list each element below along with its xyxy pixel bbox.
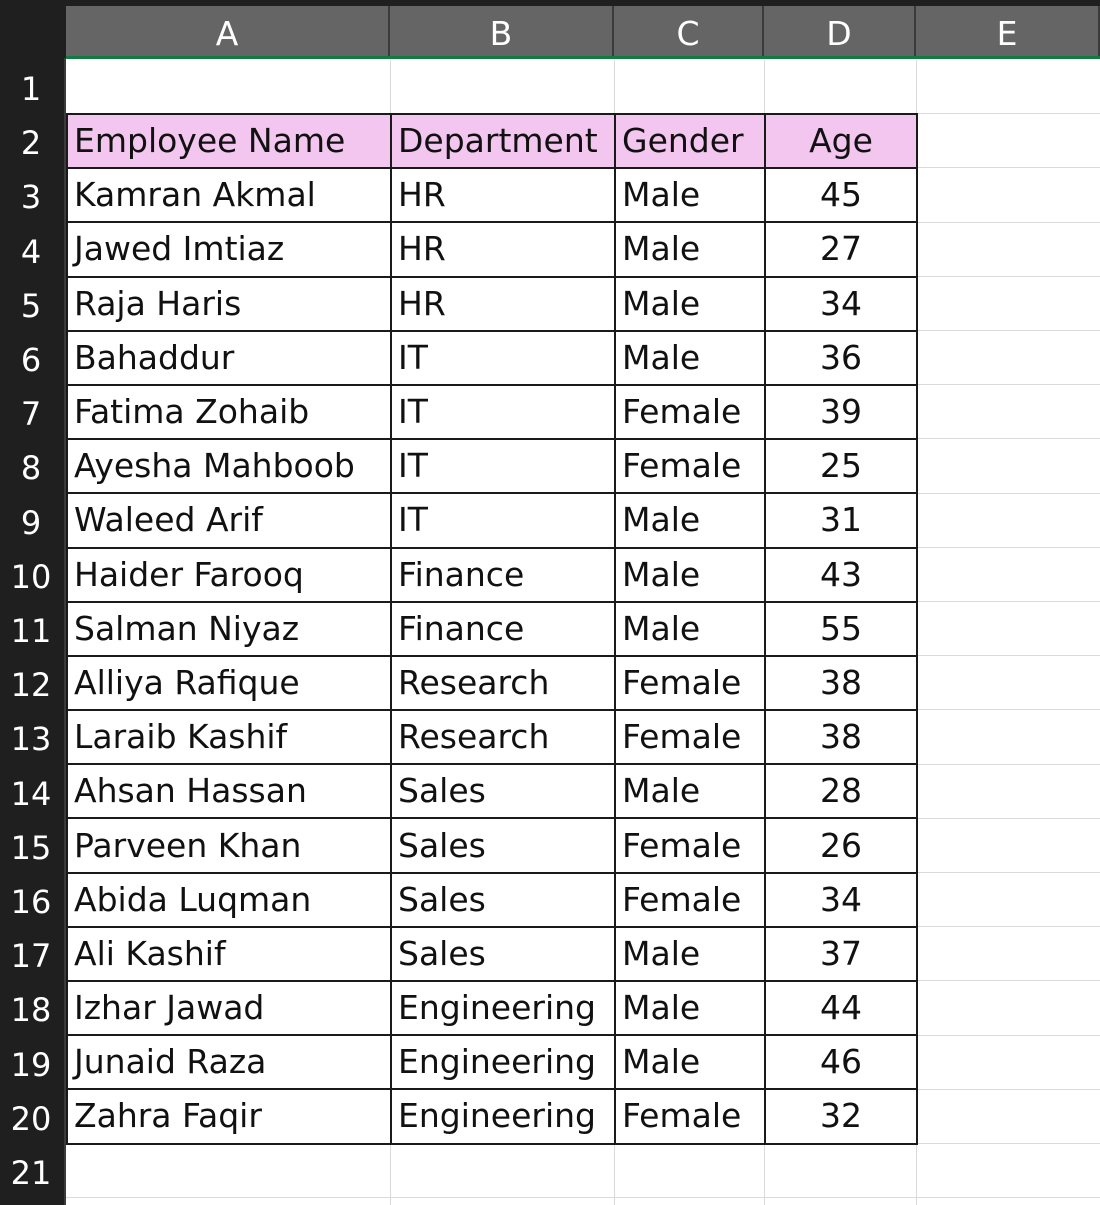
cell-age[interactable]: 34 bbox=[765, 873, 917, 927]
cell-gender[interactable]: Female bbox=[615, 873, 765, 927]
cell-department[interactable]: Research bbox=[391, 710, 615, 764]
column-header-e[interactable]: E bbox=[916, 6, 1100, 58]
row-header-18[interactable]: 18 bbox=[10, 991, 52, 1030]
cell-employee-name[interactable]: Zahra Faqir bbox=[67, 1089, 391, 1143]
row-header-17[interactable]: 17 bbox=[10, 937, 52, 976]
column-header-c[interactable]: C bbox=[614, 6, 764, 58]
cell-department[interactable]: Sales bbox=[391, 873, 615, 927]
cell-employee-name[interactable]: Junaid Raza bbox=[67, 1035, 391, 1089]
column-header-underline bbox=[66, 56, 1100, 59]
row-header-15[interactable]: 15 bbox=[10, 828, 52, 867]
cell-gender[interactable]: Female bbox=[615, 656, 765, 710]
cell-gender[interactable]: Male bbox=[615, 331, 765, 385]
cell-age[interactable]: 43 bbox=[765, 548, 917, 602]
header-department[interactable]: Department bbox=[391, 114, 615, 168]
employee-table bbox=[66, 113, 918, 1145]
cell-department[interactable]: HR bbox=[391, 168, 615, 222]
cell-department[interactable]: Sales bbox=[391, 927, 615, 981]
cell-employee-name[interactable]: Bahaddur bbox=[67, 331, 391, 385]
cell-department[interactable]: Sales bbox=[391, 764, 615, 818]
cell-department[interactable]: Engineering bbox=[391, 1035, 615, 1089]
cell-employee-name[interactable]: Abida Luqman bbox=[67, 873, 391, 927]
table-row bbox=[67, 873, 917, 927]
table-row bbox=[67, 927, 917, 981]
cell-department[interactable]: IT bbox=[391, 439, 615, 493]
cell-employee-name[interactable]: Waleed Arif bbox=[67, 493, 391, 547]
cell-age[interactable]: 46 bbox=[765, 1035, 917, 1089]
header-age[interactable]: Age bbox=[765, 114, 917, 168]
row-header-21[interactable]: 21 bbox=[10, 1154, 52, 1192]
cell-gender[interactable]: Female bbox=[615, 710, 765, 764]
cell-age[interactable]: 39 bbox=[765, 385, 917, 439]
table-body bbox=[67, 168, 917, 1143]
cell-gender[interactable]: Female bbox=[615, 385, 765, 439]
cell-department[interactable]: HR bbox=[391, 277, 615, 331]
cell-age[interactable]: 34 bbox=[765, 277, 917, 331]
cell-age[interactable]: 25 bbox=[765, 439, 917, 493]
cell-gender[interactable]: Male bbox=[615, 222, 765, 276]
cell-gender[interactable]: Male bbox=[615, 168, 765, 222]
cell-department[interactable]: Finance bbox=[391, 548, 615, 602]
cell-age[interactable]: 44 bbox=[765, 981, 917, 1035]
cell-gender[interactable]: Male bbox=[615, 548, 765, 602]
row-header-10[interactable]: 10 bbox=[10, 557, 52, 596]
cell-employee-name[interactable]: Kamran Akmal bbox=[67, 168, 391, 222]
table-header-row bbox=[67, 114, 917, 168]
column-headers bbox=[0, 0, 1100, 58]
row-header-20[interactable]: 20 bbox=[10, 1099, 52, 1138]
cell-age[interactable]: 27 bbox=[765, 222, 917, 276]
cell-employee-name[interactable]: Jawed Imtiaz bbox=[67, 222, 391, 276]
row-header-14[interactable]: 14 bbox=[10, 774, 52, 813]
table-row bbox=[67, 385, 917, 439]
cell-employee-name[interactable]: Izhar Jawad bbox=[67, 981, 391, 1035]
table-row bbox=[67, 493, 917, 547]
row-headers bbox=[0, 58, 64, 1205]
row-header-1[interactable]: 1 bbox=[20, 70, 42, 108]
cell-department[interactable]: Research bbox=[391, 656, 615, 710]
row-header-6[interactable]: 6 bbox=[20, 341, 42, 379]
cell-department[interactable]: Engineering bbox=[391, 1089, 615, 1143]
cell-department[interactable]: Engineering bbox=[391, 981, 615, 1035]
cell-gender[interactable]: Female bbox=[615, 818, 765, 872]
cell-age[interactable]: 28 bbox=[765, 764, 917, 818]
gridline-horizontal bbox=[66, 1197, 1100, 1198]
cell-employee-name[interactable]: Laraib Kashif bbox=[67, 710, 391, 764]
cell-department[interactable]: IT bbox=[391, 331, 615, 385]
cell-employee-name[interactable]: Parveen Khan bbox=[67, 818, 391, 872]
cell-department[interactable]: Finance bbox=[391, 602, 615, 656]
table-row bbox=[67, 277, 917, 331]
cell-employee-name[interactable]: Haider Farooq bbox=[67, 548, 391, 602]
cell-age[interactable]: 38 bbox=[765, 656, 917, 710]
cell-employee-name[interactable]: Salman Niyaz bbox=[67, 602, 391, 656]
row-header-16[interactable]: 16 bbox=[10, 883, 52, 921]
cell-gender[interactable]: Male bbox=[615, 602, 765, 656]
row-header-5[interactable]: 5 bbox=[20, 286, 42, 325]
cell-age[interactable]: 55 bbox=[765, 602, 917, 656]
table-row bbox=[67, 602, 917, 656]
table-row bbox=[67, 981, 917, 1035]
cell-department[interactable]: HR bbox=[391, 222, 615, 276]
table-row bbox=[67, 168, 917, 222]
cell-age[interactable]: 38 bbox=[765, 710, 917, 764]
cell-employee-name[interactable]: Fatima Zohaib bbox=[67, 385, 391, 439]
table-row bbox=[67, 222, 917, 276]
cell-age[interactable]: 26 bbox=[765, 818, 917, 872]
row-header-4[interactable]: 4 bbox=[20, 232, 42, 271]
row-header-2[interactable]: 2 bbox=[20, 124, 42, 163]
row-header-7[interactable]: 7 bbox=[20, 395, 42, 434]
column-header-a[interactable]: A bbox=[66, 6, 390, 58]
cell-employee-name[interactable]: Alliya Rafique bbox=[67, 656, 391, 710]
row-header-19[interactable]: 19 bbox=[10, 1045, 52, 1084]
table-row bbox=[67, 764, 917, 818]
row-header-13[interactable]: 13 bbox=[10, 720, 52, 759]
cell-gender[interactable]: Male bbox=[615, 927, 765, 981]
row-header-8[interactable]: 8 bbox=[20, 449, 42, 488]
table-row bbox=[67, 710, 917, 764]
table-row bbox=[67, 818, 917, 872]
cell-department[interactable]: Sales bbox=[391, 818, 615, 872]
cell-department[interactable]: IT bbox=[391, 493, 615, 547]
cell-employee-name[interactable]: Ahsan Hassan bbox=[67, 764, 391, 818]
header-gender[interactable]: Gender bbox=[615, 114, 765, 168]
cell-gender[interactable]: Female bbox=[615, 439, 765, 493]
cell-age[interactable]: 37 bbox=[765, 927, 917, 981]
cell-gender[interactable]: Male bbox=[615, 493, 765, 547]
cell-gender[interactable]: Male bbox=[615, 981, 765, 1035]
cell-age[interactable]: 45 bbox=[765, 168, 917, 222]
row-header-12[interactable]: 12 bbox=[10, 666, 52, 705]
table-row bbox=[67, 439, 917, 493]
row-header-11[interactable]: 11 bbox=[10, 612, 52, 650]
cell-gender[interactable]: Male bbox=[615, 1035, 765, 1089]
cell-employee-name[interactable]: Ayesha Mahboob bbox=[67, 439, 391, 493]
row-header-3[interactable]: 3 bbox=[20, 178, 42, 217]
table-row bbox=[67, 331, 917, 385]
cell-employee-name[interactable]: Ali Kashif bbox=[67, 927, 391, 981]
cell-age[interactable]: 32 bbox=[765, 1089, 917, 1143]
cell-employee-name[interactable]: Raja Haris bbox=[67, 277, 391, 331]
cell-gender[interactable]: Male bbox=[615, 764, 765, 818]
cell-department[interactable]: IT bbox=[391, 385, 615, 439]
column-header-d[interactable]: D bbox=[764, 6, 916, 58]
header-employee-name[interactable]: Employee Name bbox=[67, 114, 391, 168]
cell-age[interactable]: 36 bbox=[765, 331, 917, 385]
table-row bbox=[67, 1035, 917, 1089]
table-row bbox=[67, 1089, 917, 1143]
table-row bbox=[67, 656, 917, 710]
cell-gender[interactable]: Male bbox=[615, 277, 765, 331]
cell-age[interactable]: 31 bbox=[765, 493, 917, 547]
table-row bbox=[67, 548, 917, 602]
row-header-9[interactable]: 9 bbox=[20, 503, 42, 542]
cell-gender[interactable]: Female bbox=[615, 1089, 765, 1143]
column-header-b[interactable]: B bbox=[390, 6, 614, 58]
